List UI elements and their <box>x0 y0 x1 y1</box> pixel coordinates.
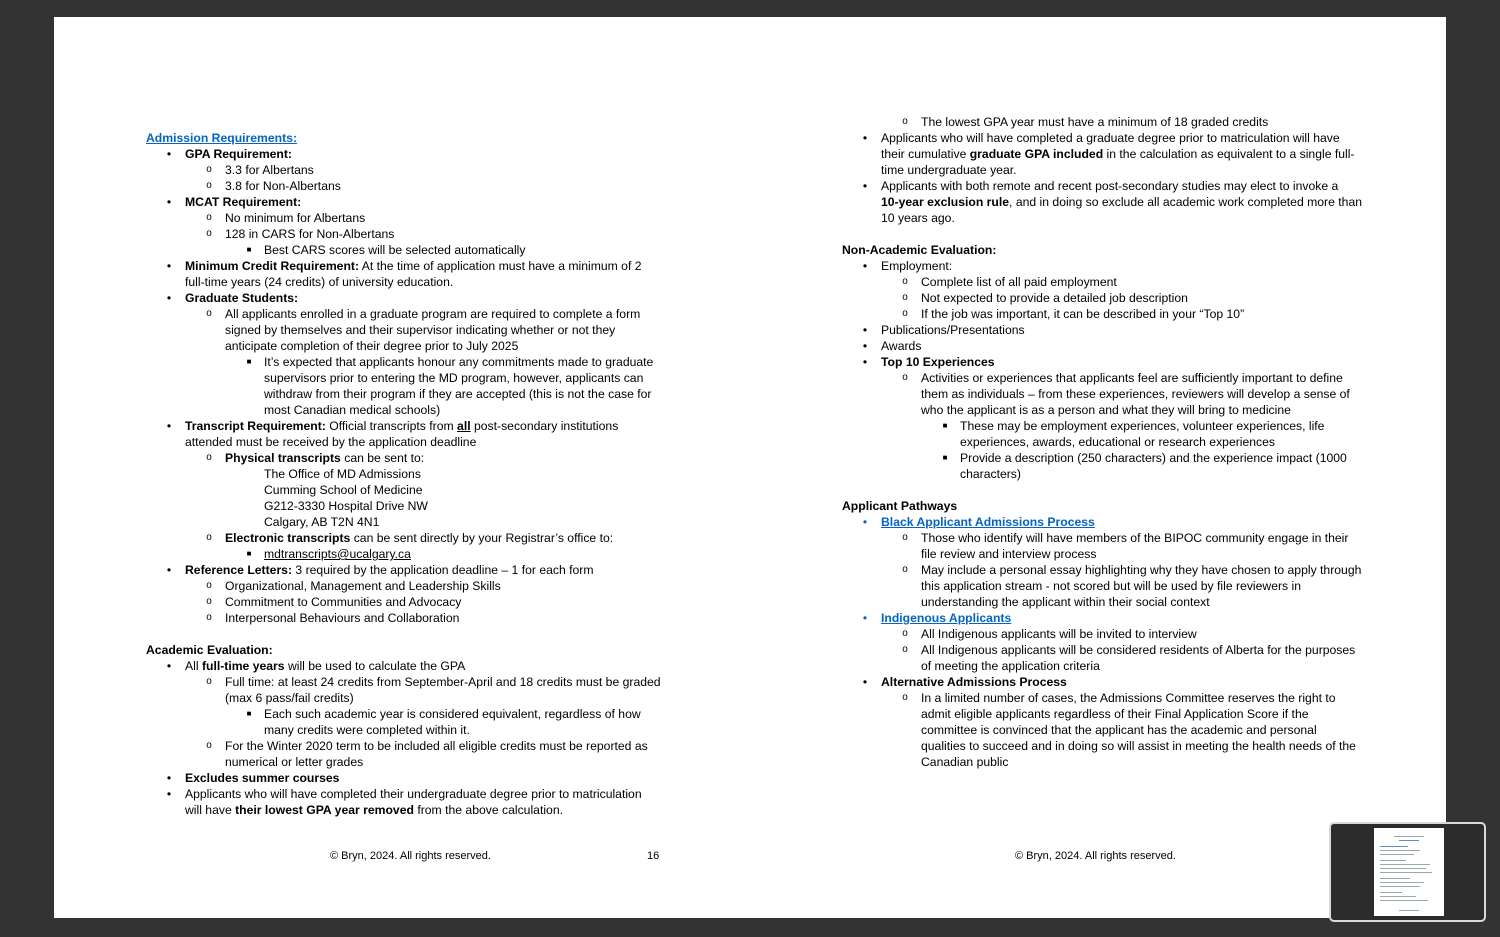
list-item: • Excludes summer courses <box>146 770 676 786</box>
address-line: The Office of MD Admissions <box>264 467 421 481</box>
bullet-icon: o <box>902 532 908 543</box>
list-item: o All Indigenous applicants will be invited to interview <box>842 626 1372 642</box>
bullet-icon: ■ <box>246 549 252 558</box>
bullet-icon: o <box>206 212 212 223</box>
bullet-icon: o <box>902 276 908 287</box>
list-item: supervisors prior to entering the MD program, however, applicants can <box>264 371 644 385</box>
list-item: o No minimum for Albertans <box>146 210 676 226</box>
footer-copyright-left: © Bryn, 2024. All rights reserved. <box>330 850 491 862</box>
list-item: • MCAT Requirement: <box>146 194 676 210</box>
bullet-icon: o <box>206 532 212 543</box>
footer-copyright-right: © Bryn, 2024. All rights reserved. <box>1015 850 1176 862</box>
list-item: o 3.3 for Albertans <box>146 162 676 178</box>
list-item: of meeting the application criteria <box>921 659 1100 673</box>
indigenous-applicants-link[interactable]: • Indigenous Applicants <box>842 610 1372 626</box>
list-item: o The lowest GPA year must have a minimum of 18 graded credits <box>842 114 1372 130</box>
list-item: ■ Best CARS scores will be selected automatically <box>146 242 676 258</box>
bullet-icon: • <box>862 515 868 529</box>
list-item: o May include a personal essay highlighting why they have chosen to apply through <box>842 562 1372 578</box>
page-number: 16 <box>647 850 660 862</box>
list-item: their cumulative graduate GPA included in the calculation as equivalent to a single full- <box>881 147 1355 161</box>
list-item: o Full time: at least 24 credits from September-April and 18 credits must be graded <box>146 674 676 690</box>
pathways-heading: Applicant Pathways <box>842 499 958 513</box>
list-item: ■ Provide a description (250 characters) and the experience impact (1000 <box>842 450 1372 466</box>
bullet-icon: o <box>902 692 908 703</box>
list-item: this application stream - not scored but will be used by file reviewers in <box>921 579 1302 593</box>
list-item: o For the Winter 2020 term to be included all eligible credits must be reported as <box>146 738 676 754</box>
list-item: o Complete list of all paid employment <box>842 274 1372 290</box>
non-academic-heading: Non-Academic Evaluation: <box>842 243 997 257</box>
list-item: • Top 10 Experiences <box>842 354 1372 370</box>
right-page-content <box>842 114 1372 770</box>
list-item: numerical or letter grades <box>225 755 364 769</box>
admission-heading[interactable]: Admission Requirements: <box>146 131 298 145</box>
list-item: qualities to succeed and in doing so will assist in meeting the health needs of the <box>921 739 1356 753</box>
list-item: o Not expected to provide a detailed job description <box>842 290 1372 306</box>
address-line: Cumming School of Medicine <box>264 483 423 497</box>
bullet-icon: o <box>206 676 212 687</box>
page-thumbnail-navigator[interactable] <box>1329 822 1486 922</box>
list-item: • Applicants who will have completed a graduate degree prior to matriculation will have <box>842 130 1372 146</box>
bullet-icon: ■ <box>246 245 252 254</box>
list-item: o If the job was important, it can be described in your “Top 10” <box>842 306 1372 322</box>
list-item: withdraw from their program if they are accepted (this is not the case for <box>264 387 652 401</box>
thumbnail-page[interactable] <box>1374 828 1444 916</box>
bullet-icon: o <box>902 116 908 127</box>
academic-heading: Academic Evaluation: <box>146 643 273 657</box>
list-item: • Applicants with both remote and recent post-secondary studies may elect to invoke a <box>842 178 1372 194</box>
bullet-icon: • <box>166 291 172 305</box>
list-item: most Canadian medical schools) <box>264 403 441 417</box>
list-item: will have their lowest GPA year removed from the above calculation. <box>185 803 563 817</box>
list-item: anticipate completion of their degree prior to July 2025 <box>225 339 519 353</box>
bullet-icon: ■ <box>942 421 948 430</box>
list-item: o All applicants enrolled in a graduate program are required to complete a form <box>146 306 676 322</box>
list-item: ■ Each such academic year is considered equivalent, regardless of how <box>146 706 676 722</box>
list-item: • Reference Letters: 3 required by the application deadline – 1 for each form <box>146 562 676 578</box>
list-item: 10-year exclusion rule, and in doing so exclude all academic work completed more than <box>881 195 1363 209</box>
list-item: ■ These may be employment experiences, volunteer experiences, life <box>842 418 1372 434</box>
bullet-icon: o <box>206 612 212 623</box>
bullet-icon: o <box>902 644 908 655</box>
list-item: (max 6 pass/fail credits) <box>225 691 354 705</box>
bullet-icon: ■ <box>246 357 252 366</box>
bullet-icon: o <box>902 292 908 303</box>
bullet-icon: o <box>206 740 212 751</box>
bullet-icon: • <box>166 419 172 433</box>
document-spread <box>54 17 1446 918</box>
bullet-icon: • <box>862 675 868 689</box>
bullet-icon: • <box>166 147 172 161</box>
bullet-icon: o <box>206 452 212 463</box>
list-item: attended must be received by the application deadline <box>185 435 477 449</box>
list-item: signed by themselves and their supervisor indicating whether or not they <box>225 323 616 337</box>
list-item: • GPA Requirement: <box>146 146 676 162</box>
list-item: • Employment: <box>842 258 1372 274</box>
bullet-icon: o <box>902 564 908 575</box>
address-line: Calgary, AB T2N 4N1 <box>264 515 380 529</box>
list-item: admit eligible applicants regardless of their Final Application Score if the <box>921 707 1309 721</box>
list-item: o All Indigenous applicants will be considered residents of Alberta for the purposes <box>842 642 1372 658</box>
bullet-icon: • <box>862 131 868 145</box>
bullet-icon: • <box>862 259 868 273</box>
bullet-icon: o <box>206 164 212 175</box>
list-item: o Interpersonal Behaviours and Collaboration <box>146 610 676 626</box>
list-item: • Minimum Credit Requirement: At the time of application must have a minimum of 2 <box>146 258 676 274</box>
bullet-icon: • <box>166 563 172 577</box>
list-item: o Those who identify will have members of the BIPOC community engage in their <box>842 530 1372 546</box>
bullet-icon: • <box>166 787 172 801</box>
list-item: Canadian public <box>921 755 1009 769</box>
list-item: o 128 in CARS for Non-Albertans <box>146 226 676 242</box>
address-line: G212-3330 Hospital Drive NW <box>264 499 428 513</box>
list-item: • Graduate Students: <box>146 290 676 306</box>
list-item: o Physical transcripts can be sent to: <box>146 450 676 466</box>
bullet-icon: o <box>206 596 212 607</box>
bullet-icon: • <box>862 323 868 337</box>
bullet-icon: o <box>206 228 212 239</box>
list-item: 10 years ago. <box>881 211 955 225</box>
bullet-icon: o <box>206 308 212 319</box>
list-item: them as individuals – from these experiences, reviewers will develop a sense of <box>921 387 1350 401</box>
list-item: o In a limited number of cases, the Admissions Committee reserves the right to <box>842 690 1372 706</box>
list-item: • Transcript Requirement: Official transcripts from all post-secondary institutions <box>146 418 676 434</box>
list-item: o Commitment to Communities and Advocacy <box>146 594 676 610</box>
list-item: o 3.8 for Non-Albertans <box>146 178 676 194</box>
bullet-icon: • <box>862 339 868 353</box>
left-page-content <box>146 130 676 818</box>
bullet-icon: • <box>166 771 172 785</box>
list-item: • Awards <box>842 338 1372 354</box>
bullet-icon: • <box>166 659 172 673</box>
list-item: o Electronic transcripts can be sent directly by your Registrar’s office to: <box>146 530 676 546</box>
bullet-icon: • <box>862 611 868 625</box>
bullet-icon: ■ <box>942 453 948 462</box>
list-item: who the applicant is as a person and what they will bring to medicine <box>921 403 1291 417</box>
list-item: • Applicants who will have completed their undergraduate degree prior to matriculation <box>146 786 676 802</box>
list-item: time undergraduate year. <box>881 163 1017 177</box>
bullet-icon: o <box>206 580 212 591</box>
list-item: • Alternative Admissions Process <box>842 674 1372 690</box>
bullet-icon: o <box>902 372 908 383</box>
list-item: many credits were completed within it. <box>264 723 470 737</box>
bullet-icon: • <box>166 195 172 209</box>
list-item: full-time years (24 credits) of university education. <box>185 275 454 289</box>
list-item: committee is convinced that the applicant has the academic and personal <box>921 723 1317 737</box>
bullet-icon: o <box>902 308 908 319</box>
bullet-icon: o <box>206 180 212 191</box>
bullet-icon: • <box>862 355 868 369</box>
list-item: o Organizational, Management and Leadership Skills <box>146 578 676 594</box>
list-item: understanding the applicant within their social context <box>921 595 1210 609</box>
list-item: • Publications/Presentations <box>842 322 1372 338</box>
list-item: experiences, awards, educational or research experiences <box>960 435 1276 449</box>
list-item: characters) <box>960 467 1021 481</box>
bullet-icon: • <box>166 259 172 273</box>
black-applicant-link[interactable]: • Black Applicant Admissions Process <box>842 514 1372 530</box>
email-link[interactable]: ■ mdtranscripts@ucalgary.ca <box>146 546 676 562</box>
bullet-icon: • <box>862 179 868 193</box>
list-item: • All full-time years will be used to calculate the GPA <box>146 658 676 674</box>
list-item: ■ It’s expected that applicants honour any commitments made to graduate <box>146 354 676 370</box>
bullet-icon: o <box>902 628 908 639</box>
bullet-icon: ■ <box>246 709 252 718</box>
list-item: o Activities or experiences that applicants feel are sufficiently important to define <box>842 370 1372 386</box>
list-item: file review and interview process <box>921 547 1097 561</box>
